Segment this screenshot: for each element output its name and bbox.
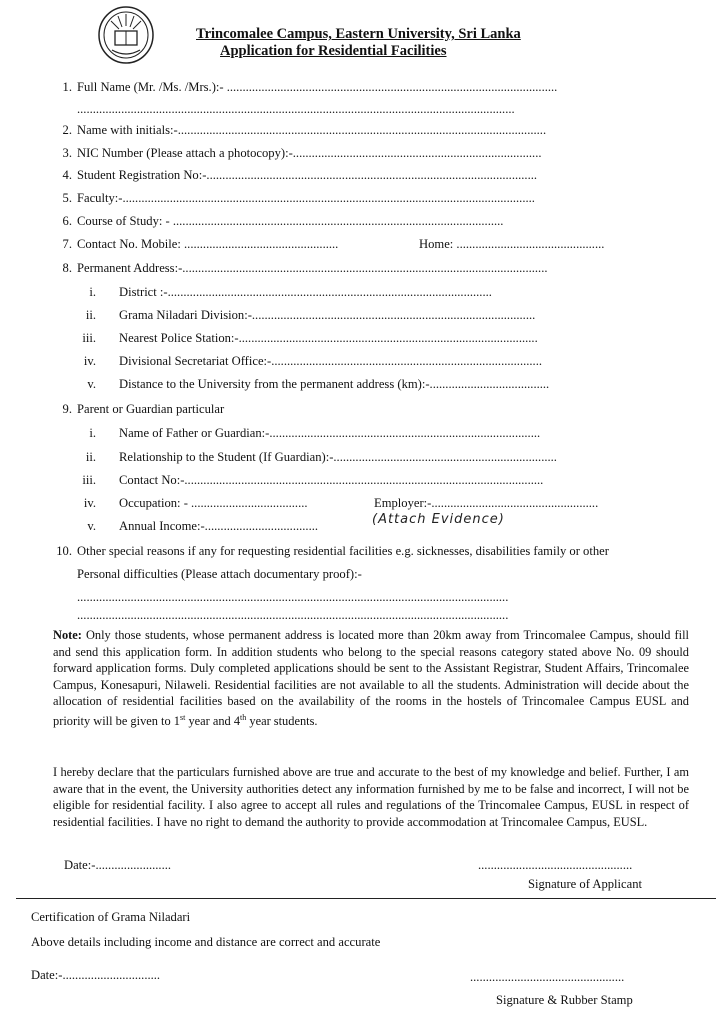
answer-line[interactable]: ......................................................................................................................................... [77, 608, 509, 622]
subfield-number: iv. [83, 354, 96, 368]
field-full-name-continuation[interactable]: ........................................................................................................................................... [77, 102, 515, 116]
section-divider [16, 898, 716, 899]
field-label: Name with initials:-..................................................................................................................... [77, 123, 547, 137]
field-label: NIC Number (Please attach a photocopy):-............................................................................... [77, 146, 542, 160]
field-label: Parent or Guardian particular [77, 402, 225, 416]
field-number: 6. [62, 214, 72, 228]
subfield-label-employer: Employer:-..................................................... [374, 496, 599, 510]
subfield-label: Name of Father or Guardian:-...................................................................................... [119, 426, 541, 440]
field-label-home: Home: ............................................... [419, 237, 605, 251]
field-number: 7. [62, 237, 72, 251]
subfield-number: ii. [85, 450, 96, 464]
field-number: 3. [62, 146, 72, 160]
page-subtitle: Application for Residential Facilities [220, 43, 447, 59]
field-label: Permanent Address:-.................................................................................................................... [77, 261, 548, 275]
applicant-signature-label: Signature of Applicant [528, 877, 643, 891]
field-number: 4. [62, 168, 72, 182]
subfield-number: i. [89, 285, 96, 299]
field-label: Student Registration No:-......................................................................................................... [77, 168, 538, 182]
applicant-date-field[interactable]: Date:-........................ [64, 858, 172, 872]
subfield-label: Grama Niladari Division:-.......................................................................................... [119, 308, 536, 322]
subfield-number: v. [87, 519, 96, 533]
handwritten-annotation: (Attach Evidence) [372, 512, 505, 527]
applicant-signature-line[interactable]: ................................................. [478, 858, 633, 872]
field-label-mobile: Contact No. Mobile: ................................................. [77, 237, 339, 251]
note-text: year students. [246, 713, 318, 728]
subfield-label-occupation: Occupation: - ..................................... [119, 496, 308, 510]
subfield-label: Distance to the University from the permanent address (km):-...................................... [119, 377, 550, 391]
field-label: Faculty:-................................................................................................................................... [77, 191, 535, 205]
subfield-label: Nearest Police Station:-............................................................................................... [119, 331, 538, 345]
university-logo [96, 4, 156, 66]
note-label: Note: [53, 628, 82, 642]
field-label: Course of Study: - ......................................................................................................... [77, 214, 504, 228]
subfield-label: District :-....................................................................................................... [119, 285, 492, 299]
certification-date-field[interactable]: Date:-............................... [31, 968, 161, 982]
field-number: 8. [62, 261, 72, 275]
field-number: 1. [62, 80, 72, 94]
field-label: Other special reasons if any for requesting residential facilities e.g. sicknesses, disabilities family or other [77, 544, 609, 558]
superscript: th [240, 712, 247, 722]
subfield-number: ii. [85, 308, 96, 322]
subfield-number: v. [87, 377, 96, 391]
certification-text: Above details including income and distance are correct and accurate [31, 935, 381, 949]
subfield-number: iii. [82, 473, 96, 487]
subfield-label: Annual Income:-.................................... [119, 519, 319, 533]
subfield-label: Relationship to the Student (If Guardian):-....................................................................... [119, 450, 557, 464]
field-number: 10. [56, 544, 72, 558]
subfield-number: iv. [83, 496, 96, 510]
note-text: Only those students, whose permanent address is located more than 20km away from Trincomalee Campus, should fill and send this application form. In addition students who belong to the special reasons category stated above No. 09 should forward application forms. Duly completed applications should be sent to the Assistant Registrar, Student Affairs, Trincomalee Campus, Konesapuri, Nilaweli. Residential facilities are not available to all the students. Administration will decide about the allocation of residential facilities based on the availability of the rooms in the hostels of Trincomalee Campus EUSL and priority will be given to 1 [53, 628, 689, 728]
subfield-label: Contact No:-.................................................................................................................. [119, 473, 544, 487]
subfield-label: Divisional Secretariat Office:-...................................................................................... [119, 354, 542, 368]
certification-signature-label: Signature & Rubber Stamp [496, 993, 633, 1007]
answer-line[interactable]: ......................................................................................................................................... [77, 590, 509, 604]
page-title: Trincomalee Campus, Eastern University, Sri Lanka [196, 26, 521, 42]
field-special-reasons-continuation: Personal difficulties (Please attach documentary proof):- [77, 567, 362, 581]
certification-title: Certification of Grama Niladari [31, 910, 191, 924]
declaration-paragraph: I hereby declare that the particulars furnished above are true and accurate to the best of my knowledge and belief. Further, I am aware that in the event, the University authorities detect any information furnished by me to be false and incorrect, I will not be eligible for residential facility. I also agree to accept all rules and regulations of the Trincomalee Campus, EUSL in respect of residential facilities. I have no right to demand the authority to provide accommodation at Trincomalee Campus, EUSL. [53, 765, 689, 829]
field-label: Full Name (Mr. /Ms. /Mrs.):- ......................................................................................................... [77, 80, 558, 94]
field-number: 9. [62, 402, 72, 416]
subfield-number: i. [89, 426, 96, 440]
certification-signature-line[interactable]: ................................................. [470, 970, 625, 984]
note-text: year and 4 [185, 713, 241, 728]
superscript: st [180, 712, 186, 722]
field-number: 2. [62, 123, 72, 137]
field-number: 5. [62, 191, 72, 205]
note-paragraph [53, 627, 689, 729]
subfield-number: iii. [82, 331, 96, 345]
